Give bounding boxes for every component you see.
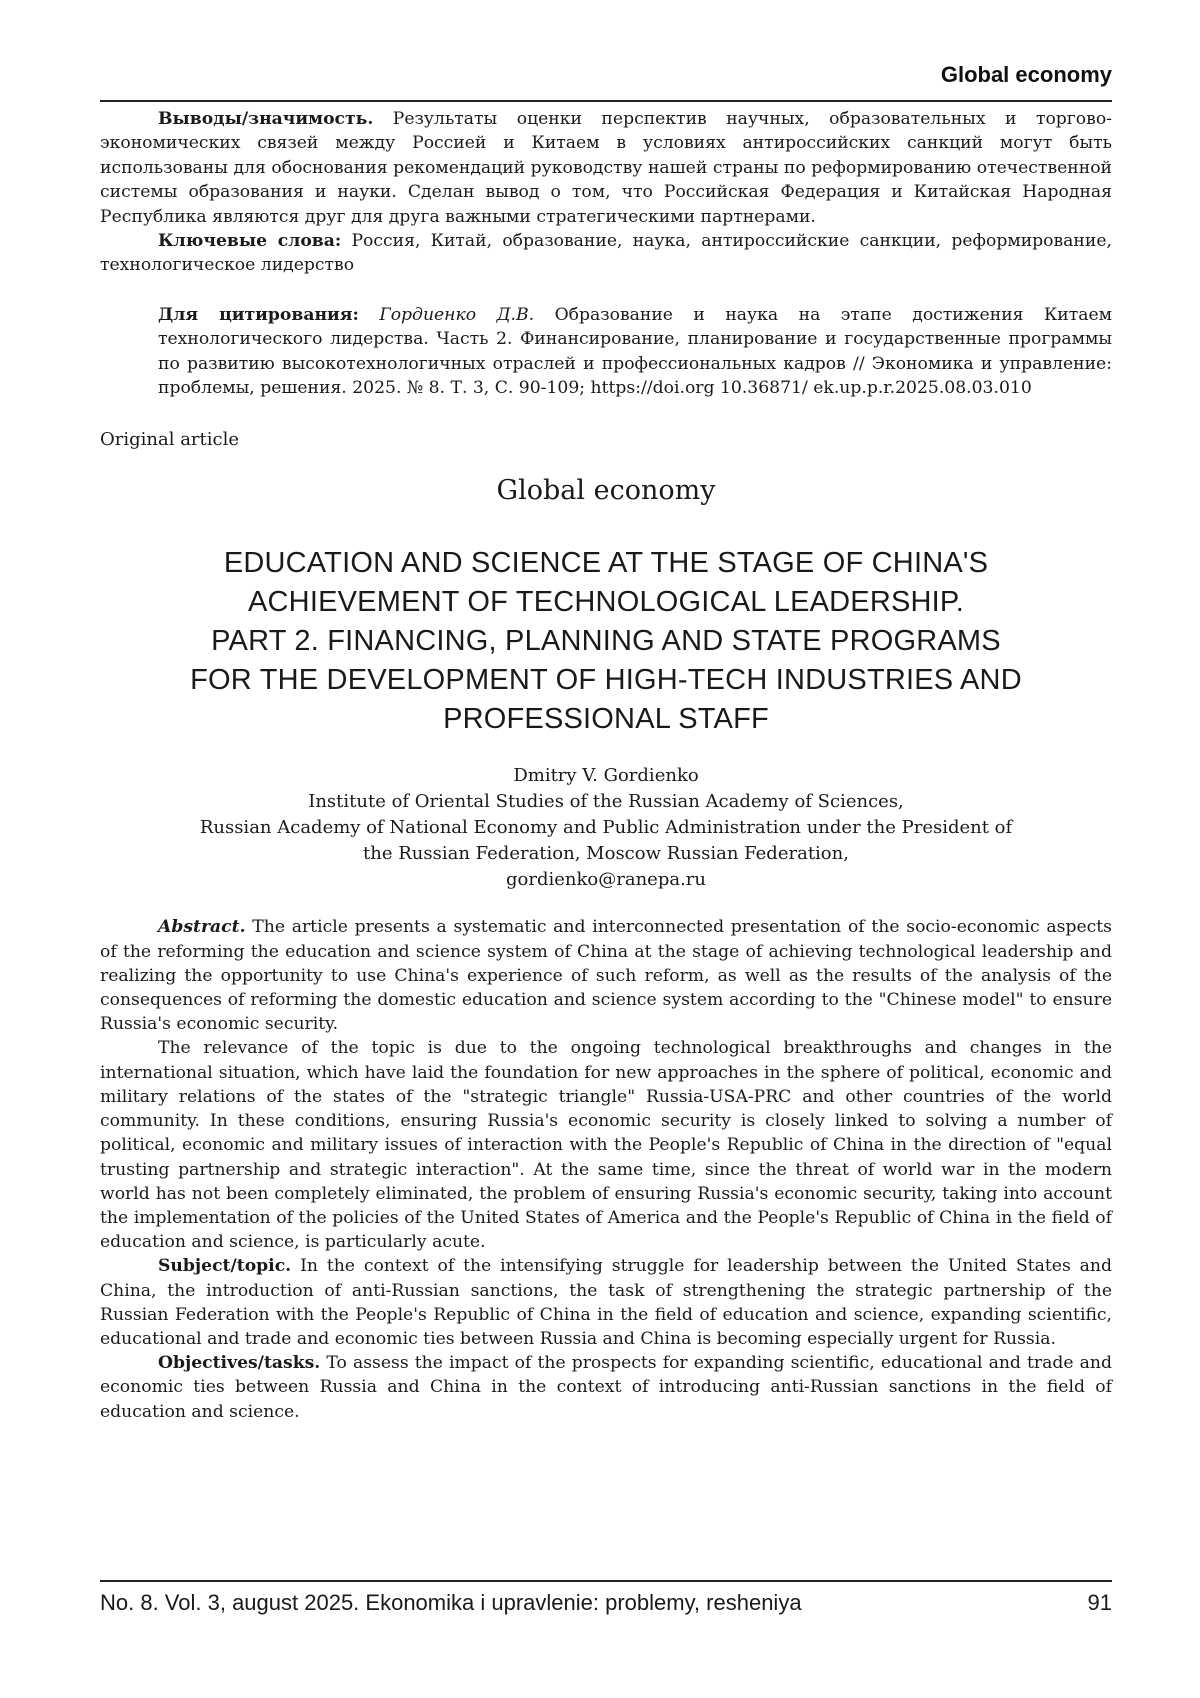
affiliation-line: Russian Academy of National Economy and Public Administration under the President of — [199, 817, 1013, 839]
article-type: Original article — [100, 429, 240, 451]
keywords-text: Россия, Китай, образование, наука, антироссийские санкции, реформирование, технологическое лидерство — [100, 231, 1112, 276]
keywords-label: Ключевые слова: — [158, 231, 342, 252]
citation-label: Для цитирования: — [158, 304, 359, 325]
journal-reference: No. 8. Vol. 3, august 2025. Ekonomika i upravlenie: problemy, resheniya — [100, 1590, 802, 1615]
relevance-paragraph: The relevance of the topic is due to the ongoing technological breakthroughs and changes in the international situation, which have laid the foundation for new approaches in the sphere of political, economic and military relations of the states of the "strategic triangle" Russia-USA-PRC and other countries of the world community. In these conditions, ensuring Russia's economic security is closely linked to solving a number of political, economic and military issues of interaction with the People's Republic of China in the direction of "equal trusting partnership and strategic interaction". At the same time, since the threat of world war in the modern world has not been completely eliminated, the problem of ensuring Russia's economic security, taking into account the implementation of the policies of the United States of America and the People's Republic of China in the field of education and science, is particularly acute. — [100, 1038, 1112, 1253]
affiliation-line: the Russian Federation, Moscow Russian Federation, — [363, 843, 849, 865]
article-title — [100, 544, 1112, 739]
subject-paragraph — [100, 1254, 1112, 1351]
objectives-paragraph — [100, 1351, 1112, 1424]
page-content — [100, 107, 1112, 1424]
title-line: PROFESSIONAL STAFF — [443, 703, 769, 736]
russian-keywords-paragraph — [100, 229, 1112, 278]
conclusions-label: Выводы/значимость. — [158, 109, 374, 129]
abstract-text: The article presents a systematic and interconnected presentation of the socio-economic aspects of the reforming the education and science system of China at the stage of achieving technological leadership and realizing the opportunity to use China's experience of such reform, as well as the results of the analysis of the consequences of reforming the domestic education and science system according to the "Chinese model" to ensure Russia's economic security. — [100, 917, 1112, 1035]
abstract-paragraph — [100, 915, 1112, 1036]
journal-page — [100, 0, 1112, 1698]
citation-author: Гордиенко Д.В. — [358, 304, 535, 325]
subject-label: Subject/topic. — [158, 1256, 292, 1277]
section-title: Global economy — [496, 475, 716, 507]
abstract-label: Abstract. — [158, 917, 246, 938]
running-header: Global economy — [940, 62, 1112, 87]
footer-divider — [100, 1580, 1112, 1582]
objectives-label: Objectives/tasks. — [158, 1353, 321, 1374]
citation-text: Образование и наука на этапе достижения Китаем технологического лидерства. Часть 2. Финансирование, планирование и государственные программы по развитию высокотехнологичных отраслей и профессиональных кадров // Экономика и управление: проблемы, решения. 2025. № 8. Т. 3, С. 90-109; https://doi.org 10.36871/ ek.up.p.r.2025.08.03.010 — [158, 304, 1112, 399]
author-block — [100, 763, 1112, 893]
author-name: Dmitry V. Gordienko — [513, 765, 699, 787]
affiliation-line: Institute of Oriental Studies of the Russian Academy of Sciences, — [308, 791, 904, 813]
author-email: gordienko@ranepa.ru — [506, 869, 706, 891]
header-divider — [100, 100, 1112, 102]
conclusions-text: Результаты оценки перспектив научных, образовательных и торгово-экономических связей между Россией и Китаем в условиях антироссийских санкций могут быть использованы для обоснования рекомендаций руководству нашей страны по реформированию отечественной системы образования и науки. Сделан вывод о том, что Российская Федерация и Китайская Народная Республика являются друг для друга важными стратегическими партнерами. — [100, 109, 1112, 227]
page-number: 91 — [1087, 1590, 1112, 1615]
title-line: FOR THE DEVELOPMENT OF HIGH-TECH INDUSTRIES AND — [190, 664, 1022, 697]
citation-block — [100, 303, 1112, 401]
title-line: EDUCATION AND SCIENCE AT THE STAGE OF CHINA'S — [223, 547, 989, 580]
title-line: PART 2. FINANCING, PLANNING AND STATE PROGRAMS — [211, 625, 1001, 658]
title-line: ACHIEVEMENT OF TECHNOLOGICAL LEADERSHIP. — [248, 586, 964, 619]
russian-conclusions-paragraph — [100, 107, 1112, 229]
subject-text: In the context of the intensifying struggle for leadership between the United States and China, the introduction of anti-Russian sanctions, the task of strengthening the strategic partnership of the Russian Federation with the People's Republic of China in the field of education and science, expanding scientific, educational and trade and economic ties between Russia and China is becoming especially urgent for Russia. — [100, 1256, 1112, 1349]
objectives-text: To assess the impact of the prospects for expanding scientific, educational and trade and economic ties between Russia and China in the context of introducing anti-Russian sanctions in the field of education and science. — [100, 1353, 1112, 1422]
